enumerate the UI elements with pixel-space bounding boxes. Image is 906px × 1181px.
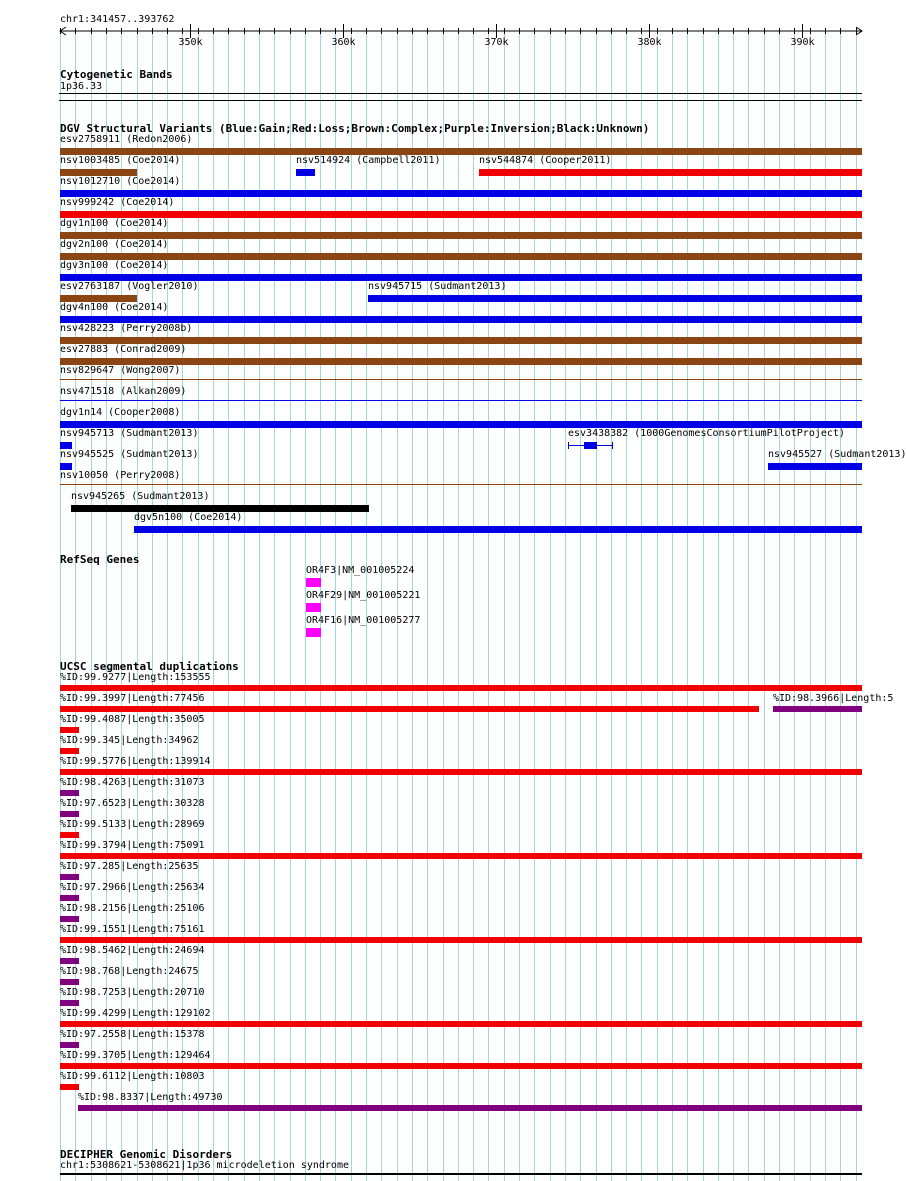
dgv-track-title: DGV Structural Variants (Blue:Gain;Red:Loss;Brown:Complex;Purple:Inversion;Black:Unknown): [60, 122, 650, 135]
segdup-feature-label: %ID:97.285|Length:25635: [60, 861, 199, 872]
segdup-feature-label: %ID:99.1551|Length:75161: [60, 924, 205, 935]
segdup-feature-bar[interactable]: [60, 1021, 862, 1027]
segdup-feature-label: %ID:98.768|Length:24675: [60, 966, 199, 977]
dgv-feature-label: dgv1n14 (Cooper2008): [60, 407, 181, 418]
ruler-tick-label: 370k: [484, 37, 509, 48]
cyto-track-title: Cytogenetic Bands: [60, 68, 173, 81]
segdup-feature-label: %ID:98.5462|Length:24694: [60, 945, 205, 956]
segdup-feature-bar[interactable]: [60, 1084, 79, 1090]
dgv-feature-bar[interactable]: [60, 253, 862, 260]
dgv-feature-label: dgv5n100 (Coe2014): [134, 512, 243, 523]
ruler-tick-label: 350k: [178, 37, 203, 48]
ruler-tick-label: 380k: [637, 37, 662, 48]
dgv-feature-label: nsv945715 (Sudmant2013): [368, 281, 507, 292]
segdup-feature-bar[interactable]: [60, 1000, 79, 1006]
segdup-feature-bar[interactable]: [60, 1042, 79, 1048]
dgv-feature-label: nsv1003485 (Coe2014): [60, 155, 181, 166]
dgv-feature-label: dgv2n100 (Coe2014): [60, 239, 169, 250]
refseq-gene-box[interactable]: [306, 603, 321, 612]
dgv-feature-label: nsv945527 (Sudmant2013): [768, 449, 906, 460]
segdup-feature-label: %ID:99.4299|Length:129102: [60, 1008, 211, 1019]
decipher-feature-label: chr1:5308621-5308621|1p36 microdeletion syndrome: [60, 1160, 349, 1171]
dgv-feature-label: dgv3n100 (Coe2014): [60, 260, 169, 271]
segdup-feature-bar[interactable]: [60, 685, 862, 691]
segdup-feature-bar[interactable]: [78, 1105, 862, 1111]
dgv-feature-bar[interactable]: [60, 484, 862, 485]
segdup-feature-bar[interactable]: [60, 979, 79, 985]
dgv-feature-bar[interactable]: [60, 463, 72, 470]
segdup-feature-label: %ID:99.5776|Length:139914: [60, 756, 211, 767]
segdup-feature-bar[interactable]: [60, 937, 862, 943]
region-label: chr1:341457..393762: [60, 14, 175, 25]
dgv-feature-bar[interactable]: [60, 232, 862, 239]
segdup-feature-bar[interactable]: [60, 916, 79, 922]
ruler-tick-label: 360k: [331, 37, 356, 48]
dgv-feature-bar[interactable]: [60, 337, 862, 344]
segdup-track-title: UCSC segmental duplications: [60, 660, 239, 673]
segdup-feature-label: %ID:98.2156|Length:25106: [60, 903, 205, 914]
segdup-feature-bar[interactable]: [60, 853, 862, 859]
dgv-feature-bar[interactable]: [60, 295, 137, 302]
dgv-feature-bar[interactable]: [60, 190, 862, 197]
dgv-feature-bar[interactable]: [60, 358, 862, 365]
dgv-feature-bar[interactable]: [60, 421, 862, 428]
cyto-band[interactable]: [59, 93, 862, 101]
segdup-feature-bar[interactable]: [60, 874, 79, 880]
segdup-feature-label: %ID:98.4263|Length:31073: [60, 777, 205, 788]
dgv-feature-label: dgv4n100 (Coe2014): [60, 302, 169, 313]
segdup-feature-bar[interactable]: [60, 811, 79, 817]
dgv-feature-bar[interactable]: [71, 505, 369, 512]
segdup-feature-label: %ID:99.6112|Length:10803: [60, 1071, 205, 1082]
dgv-feature-bar[interactable]: [60, 211, 862, 218]
dgv-feature-label: nsv945525 (Sudmant2013): [60, 449, 199, 460]
ruler-tick-label: 390k: [790, 37, 815, 48]
dgv-feature-bar[interactable]: [60, 316, 862, 323]
segdup-feature-label: %ID:99.9277|Length:153555: [60, 672, 211, 683]
segdup-feature-label: %ID:98.8337|Length:49730: [78, 1092, 223, 1103]
refseq-gene-box[interactable]: [306, 578, 321, 587]
segdup-feature-label: %ID:99.4087|Length:35005: [60, 714, 205, 725]
decipher-feature-bar[interactable]: [60, 1173, 862, 1175]
segdup-feature-label: %ID:99.5133|Length:28969: [60, 819, 205, 830]
dgv-feature-bar[interactable]: [60, 148, 862, 155]
refseq-gene-box[interactable]: [306, 628, 321, 637]
dgv-feature-bar[interactable]: [134, 526, 862, 533]
dgv-feature-bar[interactable]: [296, 169, 315, 176]
dgv-feature-bar[interactable]: [60, 274, 862, 281]
segdup-feature-label: %ID:98.7253|Length:20710: [60, 987, 205, 998]
dgv-feature-label: esv2758911 (Redon2006): [60, 134, 193, 145]
segdup-feature-bar[interactable]: [60, 790, 79, 796]
dgv-feature-bar[interactable]: [60, 400, 862, 401]
cyto-band-label: 1p36.33: [60, 81, 103, 92]
segdup-feature-bar[interactable]: [60, 769, 862, 775]
dgv-feature-bar[interactable]: [479, 169, 862, 176]
dgv-feature-bar[interactable]: [568, 442, 613, 449]
segdup-feature-bar[interactable]: [60, 832, 79, 838]
dgv-feature-label: nsv428223 (Perry2008b): [60, 323, 193, 334]
dgv-feature-bar[interactable]: [60, 169, 137, 176]
dgv-feature-label: esv27883 (Conrad2009): [60, 344, 187, 355]
segdup-feature-label: %ID:99.345|Length:34962: [60, 735, 199, 746]
refseq-gene-label: OR4F29|NM_001005221: [306, 590, 421, 601]
decipher-track-title: DECIPHER Genomic Disorders: [60, 1148, 233, 1161]
dgv-feature-bar[interactable]: [60, 442, 72, 449]
segdup-feature-bar[interactable]: [60, 958, 79, 964]
dgv-feature-bar[interactable]: [768, 463, 862, 470]
dgv-feature-label: nsv945265 (Sudmant2013): [71, 491, 210, 502]
dgv-feature-label: nsv1012710 (Coe2014): [60, 176, 181, 187]
dgv-feature-label: dgv1n100 (Coe2014): [60, 218, 169, 229]
segdup-feature-bar[interactable]: [773, 706, 862, 712]
dgv-feature-label: nsv544874 (Cooper2011): [479, 155, 612, 166]
dgv-feature-label: nsv10050 (Perry2008): [60, 470, 181, 481]
dgv-feature-label: nsv999242 (Coe2014): [60, 197, 175, 208]
dgv-feature-label: nsv514924 (Campbell2011): [296, 155, 441, 166]
segdup-feature-label: %ID:97.6523|Length:30328: [60, 798, 205, 809]
dgv-feature-label: nsv471518 (Alkan2009): [60, 386, 187, 397]
segdup-feature-bar[interactable]: [60, 706, 759, 712]
dgv-feature-label: esv2763187 (Vogler2010): [60, 281, 199, 292]
segdup-feature-bar[interactable]: [60, 727, 79, 733]
dgv-feature-label: nsv945713 (Sudmant2013): [60, 428, 199, 439]
refseq-gene-label: OR4F3|NM_001005224: [306, 565, 415, 576]
segdup-feature-label: %ID:98.3966|Length:5: [773, 693, 894, 704]
segdup-feature-bar[interactable]: [60, 748, 79, 754]
segdup-feature-label: %ID:97.2966|Length:25634: [60, 882, 205, 893]
segdup-feature-label: %ID:99.3997|Length:77456: [60, 693, 205, 704]
dgv-feature-label: nsv829647 (Wong2007): [60, 365, 181, 376]
dgv-feature-bar[interactable]: [60, 379, 862, 380]
segdup-feature-bar[interactable]: [60, 1063, 862, 1069]
segdup-feature-label: %ID:97.2558|Length:15378: [60, 1029, 205, 1040]
segdup-feature-label: %ID:99.3705|Length:129464: [60, 1050, 211, 1061]
segdup-feature-label: %ID:99.3794|Length:75091: [60, 840, 205, 851]
dgv-feature-label: esv3438382 (1000GenomesConsortiumPilotProject): [568, 428, 845, 439]
dgv-feature-bar[interactable]: [368, 295, 862, 302]
segdup-feature-bar[interactable]: [60, 895, 79, 901]
refseq-gene-label: OR4F16|NM_001005277: [306, 615, 421, 626]
refseq-track-title: RefSeq Genes: [60, 553, 140, 566]
